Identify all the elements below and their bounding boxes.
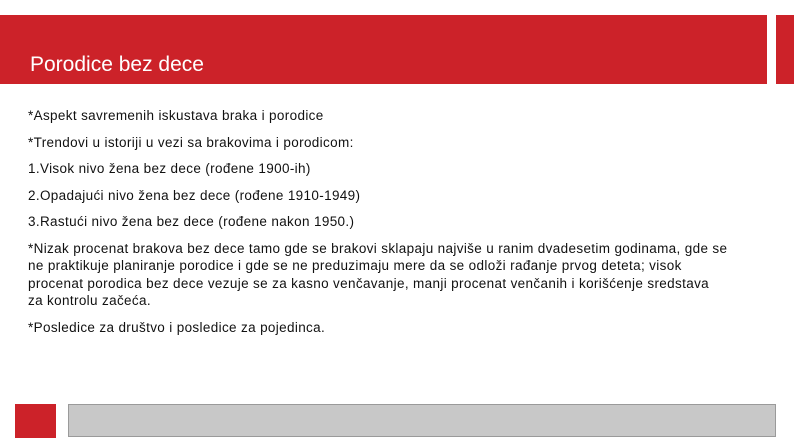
trend-item-2: 2.Opadajući nivo žena bez dece (rođene 1910-1949) [28,187,361,203]
right-accent-block [776,15,794,84]
footer-gray-bar [68,404,776,437]
trend-item-3: 3.Rastući nivo žena bez dece (rođene nakon 1950.) [28,214,355,229]
slide-title: Porodice bez dece [30,53,204,76]
trend-item-1: 1.Visok nivo žena bez dece (rođene 1900-ih) [28,161,311,176]
bullet-low-percentage: *Nizak procenat brakova bez dece tamo gde se brakovi sklapaju najviše u ranim dvadesetim godinama, gde se ne praktikuje planiranje porodice i gde se ne preduzimaju mere da se odloži rađanje prvog deteta; visok procenat porodica bez dece vezuje se za kasno venčavanje, manji procenat venčanih i korišćenje sredstava za kontrolu začeća. [28,240,728,308]
footer-red-block [15,404,56,438]
bullet-aspect: *Aspekt savremenih iskustava braka i porodice [28,108,324,123]
bullet-consequences: *Posledice za društvo i posledice za pojedinca. [28,319,326,335]
slide-content [28,107,728,336]
bullet-trends: *Trendovi u istoriji u vezi sa brakovima i porodicom: [28,134,354,150]
